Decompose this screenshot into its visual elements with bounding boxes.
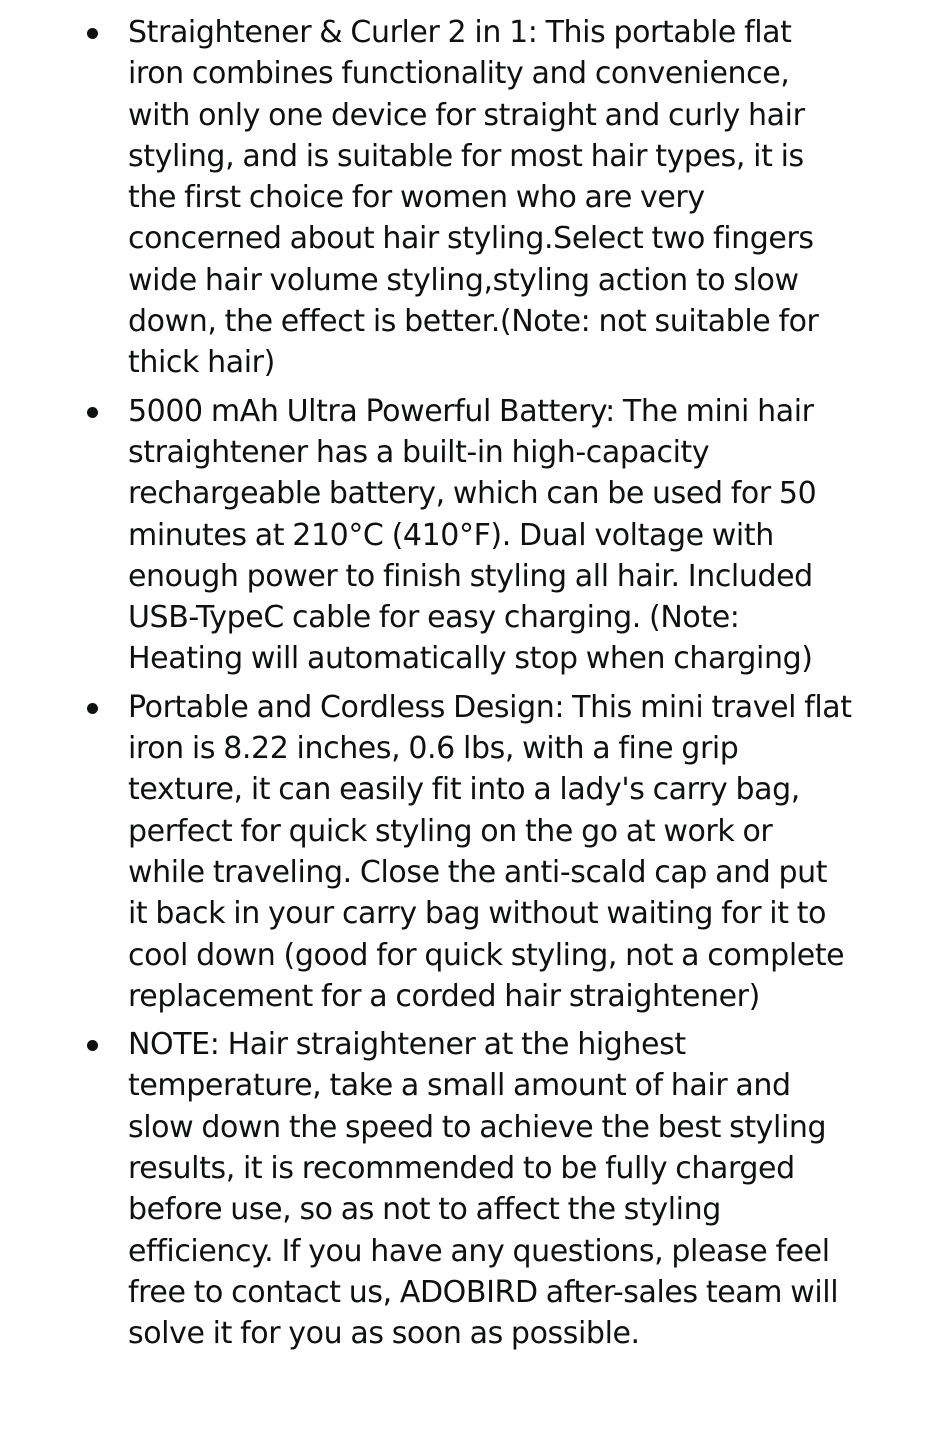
feature-bullet: [128, 1024, 852, 1354]
feature-bullet: [128, 12, 852, 384]
bullet-dot-icon: [87, 407, 98, 418]
feature-bullet: [128, 391, 852, 680]
bullet-dot-icon: [87, 1040, 98, 1051]
bullet-dot-icon: [87, 28, 98, 39]
feature-bullet-text: Portable and Cordless Design: This mini travel flat iron is 8.22 inches, 0.6 lbs, with a fine grip texture, it can easily fit into a lady's carry bag, perfect for quick styling on the go at work or while traveling. Close the anti-scald cap and put it back in your carry bag without waiting for it to cool down (good for quick styling, not a complete replacement for a corded hair straightener): [128, 689, 852, 1014]
bullet-dot-icon: [87, 703, 98, 714]
feature-bullet-text: Straightener & Curler 2 in 1: This portable flat iron combines functionality and convenience, with only one device for straight and curly hair styling, and is suitable for most hair types, it is the first choice for women who are very concerned about hair styling.Select two fingers wide hair volume styling,styling action to slow down, the effect is better.(Note: not suitable for thick hair): [128, 15, 819, 381]
feature-bullet-text: 5000 mAh Ultra Powerful Battery: The mini hair straightener has a built-in high-capacity rechargeable battery, which can be used for 50 minutes at 210°C (410°F). Dual voltage with enough power to finish styling all hair. Included USB-TypeC cable for easy charging. (Note: Heating will automatically stop when charging): [128, 393, 817, 677]
feature-bullet-list: [128, 12, 852, 1355]
feature-bullet-text: NOTE: Hair straightener at the highest temperature, take a small amount of hair and slow down the speed to achieve the best styling results, it is recommended to be fully charged before use, so as not to affect the styling efficiency. If you have any questions, please feel free to contact us, ADOBIRD after-sales team will solve it for you as soon as possible.: [128, 1027, 839, 1352]
product-description: [0, 12, 952, 1362]
feature-bullet: [128, 687, 852, 1017]
